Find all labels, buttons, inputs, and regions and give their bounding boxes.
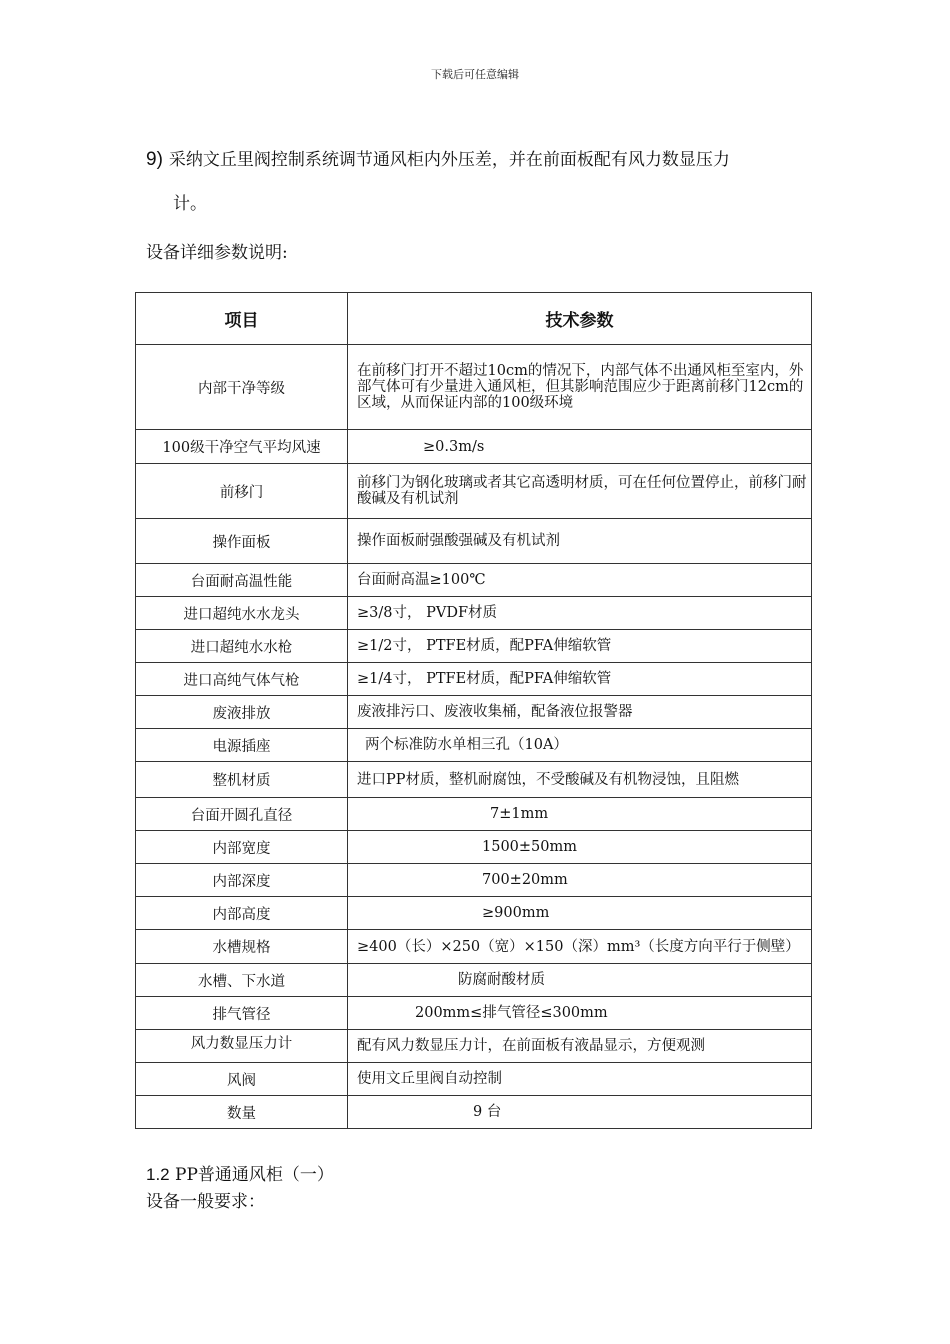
table-row (136, 1030, 812, 1063)
row-item: 进口高纯气体气枪 (136, 663, 348, 696)
table-row (136, 930, 812, 964)
row-value: ≥900mm (348, 897, 812, 930)
table-row (136, 729, 812, 762)
table-row (136, 831, 812, 864)
table-row (136, 964, 812, 997)
row-value: 进口PP材质，整机耐腐蚀，不受酸碱及有机物浸蚀，且阻燃 (348, 762, 812, 798)
row-item: 操作面板 (136, 519, 348, 564)
row-item: 内部宽度 (136, 831, 348, 864)
column-header-item: 项目 (136, 293, 348, 345)
table-row (136, 630, 812, 663)
table-row (136, 430, 812, 464)
table-header-row (136, 293, 812, 345)
row-item: 100级干净空气平均风速 (136, 430, 348, 464)
spec-table (135, 292, 812, 1129)
row-item: 前移门 (136, 464, 348, 519)
row-value: 9 台 (348, 1096, 812, 1129)
table-row (136, 519, 812, 564)
list-item-text-line1: 采纳文丘里阀控制系统调节通风柜内外压差，并在前面板配有风力数显压力 (168, 150, 730, 170)
row-item: 台面耐高温性能 (136, 564, 348, 597)
row-value: 配有风力数显压力计，在前面板有液晶显示，方便观测 (348, 1030, 812, 1063)
table-row (136, 1096, 812, 1129)
page-header: 下载后可任意编辑 (431, 68, 519, 81)
row-item: 进口超纯水水枪 (136, 630, 348, 663)
list-item-number: 9) (146, 149, 163, 170)
table-row (136, 1063, 812, 1096)
row-item: 废液排放 (136, 696, 348, 729)
table-row (136, 864, 812, 897)
row-item: 风阀 (136, 1063, 348, 1096)
row-value: 前移门为钢化玻璃或者其它高透明材质，可在任何位置停止，前移门耐酸碱及有机试剂 (348, 464, 812, 519)
row-item: 进口超纯水水龙头 (136, 597, 348, 630)
column-header-spec: 技术参数 (348, 293, 812, 345)
row-value: ≥400（长）×250（宽）×150（深）mm³（长度方向平行于侧壁） (348, 930, 812, 964)
row-value: 使用文丘里阀自动控制 (348, 1063, 812, 1096)
table-row (136, 345, 812, 430)
table-row (136, 696, 812, 729)
row-item: 内部深度 (136, 864, 348, 897)
row-value: ≥0.3m/s (348, 430, 812, 464)
table-row (136, 464, 812, 519)
table-row (136, 897, 812, 930)
row-value: 700±20mm (348, 864, 812, 897)
row-value: 在前移门打开不超过10cm的情况下，内部气体不出通风柜至室内，外部气体可有少量进入通风柜，但其影响范围应少于距离前移门12cm的区域，从而保证内部的100级环境 (348, 345, 812, 430)
row-item: 水槽规格 (136, 930, 348, 964)
row-item: 内部干净等级 (136, 345, 348, 430)
params-intro: 设备详细参数说明: (146, 243, 288, 263)
row-value: 7±1mm (348, 798, 812, 831)
list-item-9 (146, 136, 826, 228)
row-item: 数量 (136, 1096, 348, 1129)
row-value: 200mm≤排气管径≤300mm (348, 997, 812, 1030)
general-requirements-label: 设备一般要求： (146, 1192, 265, 1212)
row-item: 台面开圆孔直径 (136, 798, 348, 831)
table-row (136, 564, 812, 597)
row-item: 整机材质 (136, 762, 348, 798)
row-value: 台面耐高温≥100℃ (348, 564, 812, 597)
row-item: 电源插座 (136, 729, 348, 762)
row-item: 风力数显压力计 (136, 1030, 348, 1063)
section-title: PP普通通风柜（一） (175, 1165, 334, 1185)
table-row (136, 997, 812, 1030)
row-value: 操作面板耐强酸强碱及有机试剂 (348, 519, 812, 564)
row-value: ≥1/4寸， PTFE材质，配PFA伸缩软管 (348, 663, 812, 696)
table-row (136, 798, 812, 831)
row-item: 排气管径 (136, 997, 348, 1030)
section-number: 1.2 (146, 1165, 170, 1184)
section-heading (146, 1160, 334, 1185)
row-value: ≥1/2寸， PTFE材质，配PFA伸缩软管 (348, 630, 812, 663)
table-row (136, 762, 812, 798)
row-item: 内部高度 (136, 897, 348, 930)
row-value: 1500±50mm (348, 831, 812, 864)
row-value: 废液排污口、废液收集桶，配备液位报警器 (348, 696, 812, 729)
row-item: 水槽、下水道 (136, 964, 348, 997)
list-item-text-line2: 计。 (173, 194, 207, 214)
table-row (136, 663, 812, 696)
row-value: 防腐耐酸材质 (348, 964, 812, 997)
table-row (136, 597, 812, 630)
row-value: 两个标准防水单相三孔（10A） (348, 729, 812, 762)
row-value: ≥3/8寸， PVDF材质 (348, 597, 812, 630)
